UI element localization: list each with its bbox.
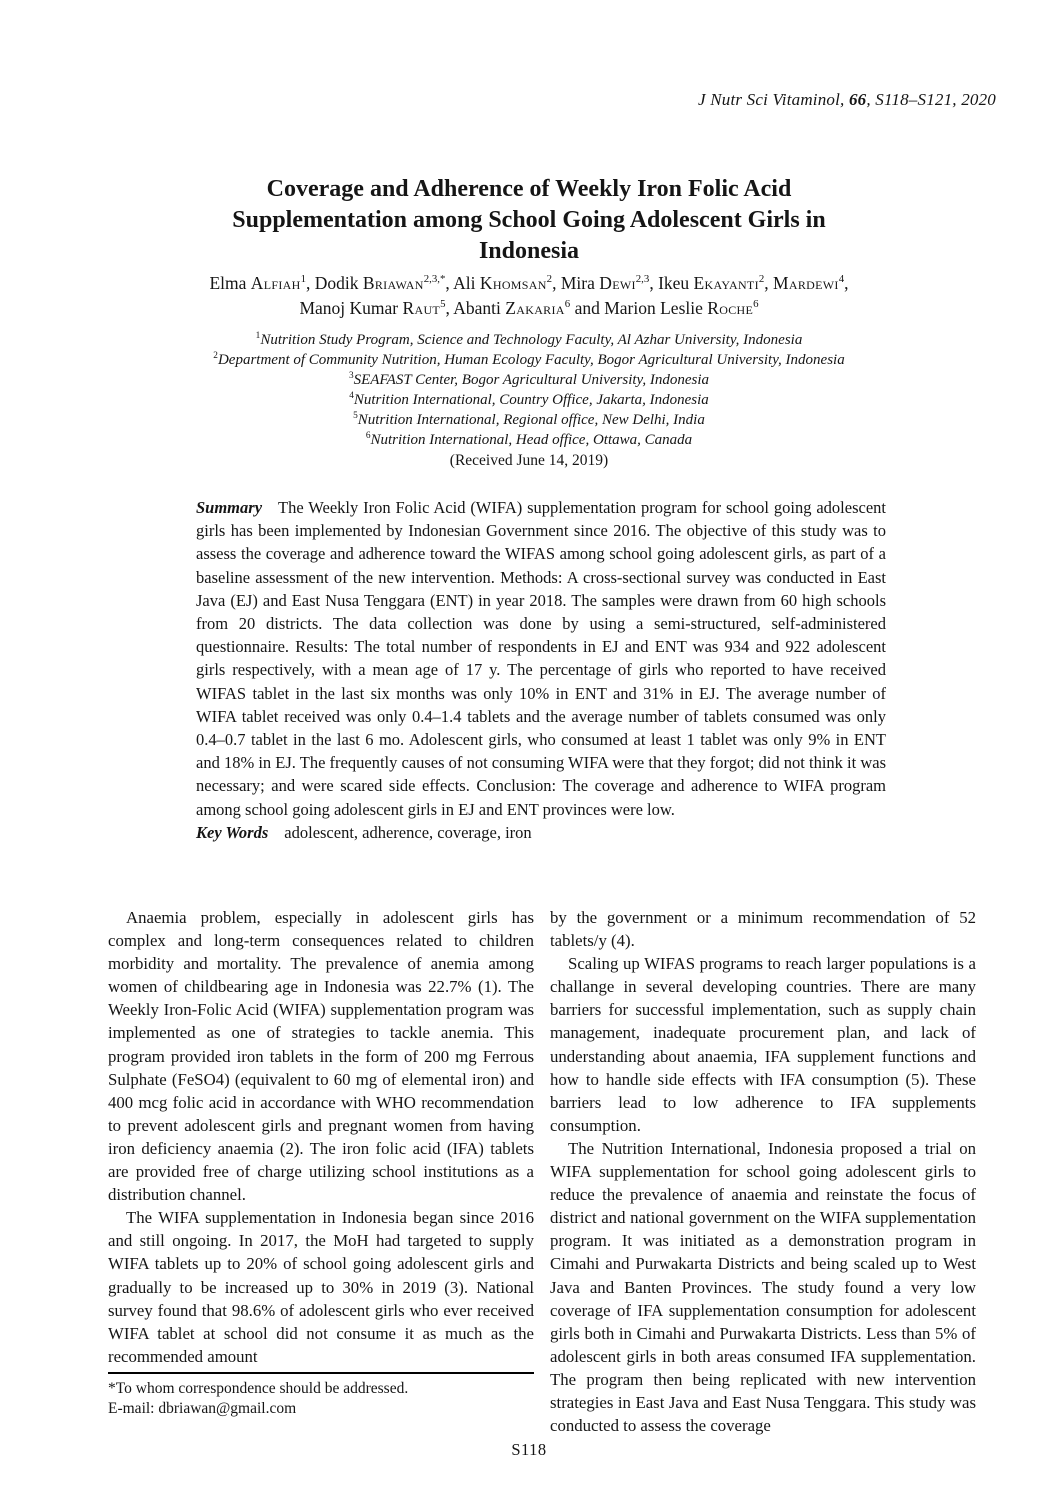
abstract [196, 496, 886, 844]
body-paragraph: The Nutrition International, Indonesia proposed a trial on WIFA supplementation for school going adolescent girls to reduce the prevalence of anaemia and reinstate the focus of district and national government on the WIFA supplementation program. It was initiated as a demonstration program in Cimahi and Purwakarta Districts and being scaled up to West Java and Banten Provinces. The study found a very low coverage of IFA supplementation consumption for adolescent girls both in Cimahi and Purwakarta Districts. Less than 5% of adolescent girls in both areas consumed IFA supplementation. The program then being replicated with new intervention strategies in East Java and East Nusa Tenggara. This study was conducted to assess the coverage [550, 1138, 976, 1436]
affiliation: $^3$SEAFAST Center, Bogor Agricultural University, Indonesia [348, 371, 710, 388]
body-text [108, 906, 976, 1437]
received-date: (Received June 14, 2019) [449, 452, 609, 469]
author: Mira Dewi$^{2,3}$, [560, 273, 659, 293]
affiliation: $^4$Nutrition International, Country Office, Jakarta, Indonesia [349, 391, 709, 408]
footnote-line-1: *To whom correspondence should be addressed. [108, 1380, 409, 1397]
journal-name: J Nutr Sci Vitaminol, [698, 90, 849, 109]
affiliation: $^5$Nutrition International, Regional office, New Delhi, India [353, 411, 705, 428]
body-paragraph: Anaemia problem, especially in adolescent girls has complex and long-term consequences related to children morbidity and mortality. The prevalence of anemia among women of childbearing age in Indonesia was 22.7% (1). The Weekly Iron-Folic Acid (WIFA) supplementation program was implemented as one of strategies to tackle anemia. This program provided iron tablets in the form of 200 mg Ferrous Sulphate (FeSO4) (equivalent to 60 mg of elemental iron) and 400 mcg folic acid in accordance with WHO recommendation to prevent adolescent girls and pregnant women from having iron deficiency anaemia (2). The iron folic acid (IFA) tablets are provided free of charge utilizing school institutions as a distribution channel. [108, 908, 534, 1205]
author: Ali Khomsan$^2$, [453, 273, 561, 293]
title-line-1: Coverage and Adherence of Weekly Iron Folic Acid [266, 176, 792, 202]
footnote-line-2: E-mail: dbriawan@gmail.com [108, 1400, 297, 1417]
summary-paragraph [196, 496, 886, 821]
keywords-text: adolescent, adherence, coverage, iron [284, 822, 532, 842]
body-paragraph: by the government or a minimum recommendation of 52 tablets/y (4). [550, 908, 976, 951]
author: Marion Leslie Roche$^6$ [604, 298, 759, 318]
body-paragraph: Scaling up WIFAS programs to reach larger populations is a challange in several developing countries. There are many barriers for successful implementation, such as supply chain management, inadequate procurement plan, and lack of understanding about anaemia, IFA supplement functions and how to handle side effects with IFA consumption (5). These barriers lead to low adherence to IFA supplements consumption. [550, 954, 976, 1135]
page-number: S118 [511, 1440, 547, 1459]
body-paragraph: The WIFA supplementation in Indonesia began since 2016 and still ongoing. In 2017, the MoH had targeted to supply WIFA tablets up to 20% of school going adolescent girls and gradually to be increased up to 30% in 2019 (3). National survey found that 98.6% of adolescent girls who ever received WIFA tablet at school did not consume it as much as the recommended amount [108, 1208, 534, 1366]
left-column [108, 906, 534, 1370]
paper-title [0, 174, 1058, 267]
affiliation-list [0, 330, 1058, 450]
affiliation: $^6$Nutrition International, Head office, Ottawa, Canada [365, 431, 693, 448]
author: Abanti Zakaria$^6$ and [453, 298, 605, 318]
author: Elma Alfiah$^1$, [209, 273, 315, 293]
author: Mardewi$^4$, [773, 273, 849, 293]
summary-text: The Weekly Iron Folic Acid (WIFA) supplementation program for school going adolescent girls has been implemented by Indonesian Government since 2016. The objective of this study was to assess the coverage and adherence toward the WIFAS among school going adolescent girls, as part of a baseline assessment of the new intervention. Methods: A cross-sectional survey was conducted in East Java (EJ) and East Nusa Tenggara (ENT) in year 2018. The samples were drawn from 60 high schools from 20 districts. The data collection was done by using a semi-structured, self-administered questionnaire. Results: The total number of respondents in EJ and ENT was 934 and 922 adolescent girls respectively, with a mean age of 17 y. The percentage of girls who reported to have received WIFAS tablet in the last six months was only 10% in ENT and 31% in EJ. The average number of WIFA tablet received was only 0.4–1.4 tablets and the average number of tablets consumed was only 0.4–0.7 tablet in the last 6 mo. Adolescent girls, who consumed at least 1 tablet was only 9% in ENT and 18% in EJ. The frequently causes of not consuming WIFA were that they forgot; did not think it was necessary; and were scared side effects. Conclusion: The coverage and adherence to WIFA program among school going adolescent girls in EJ and ENT provinces were low. [196, 498, 886, 819]
journal-volume: 66 [848, 90, 867, 109]
correspondence-footnote [108, 1372, 534, 1419]
affiliation: $^1$Nutrition Study Program, Science and Technology Faculty, Al Azhar University, Indonesia [255, 331, 803, 348]
author: Manoj Kumar Raut$^5$, [299, 298, 454, 318]
author: Ikeu Ekayanti$^2$, [658, 273, 774, 293]
summary-label: Summary [196, 498, 263, 517]
title-line-3: Indonesia [478, 238, 580, 264]
author: Dodik Briawan$^{2,3,*}$, [314, 273, 454, 293]
keywords-line [196, 821, 886, 844]
right-column [550, 906, 976, 1437]
journal-header [698, 90, 996, 110]
author-line-1 [0, 271, 1058, 296]
title-line-2: Supplementation among School Going Adolescent Girls in [232, 207, 826, 233]
journal-pages: , S118–S121, 2020 [866, 90, 996, 109]
author-line-2 [0, 296, 1058, 321]
affiliation: $^2$Department of Community Nutrition, Human Ecology Faculty, Bogor Agricultural University, Indonesia [213, 351, 845, 368]
keywords-label: Key Words [196, 822, 269, 842]
author-list [0, 271, 1058, 321]
